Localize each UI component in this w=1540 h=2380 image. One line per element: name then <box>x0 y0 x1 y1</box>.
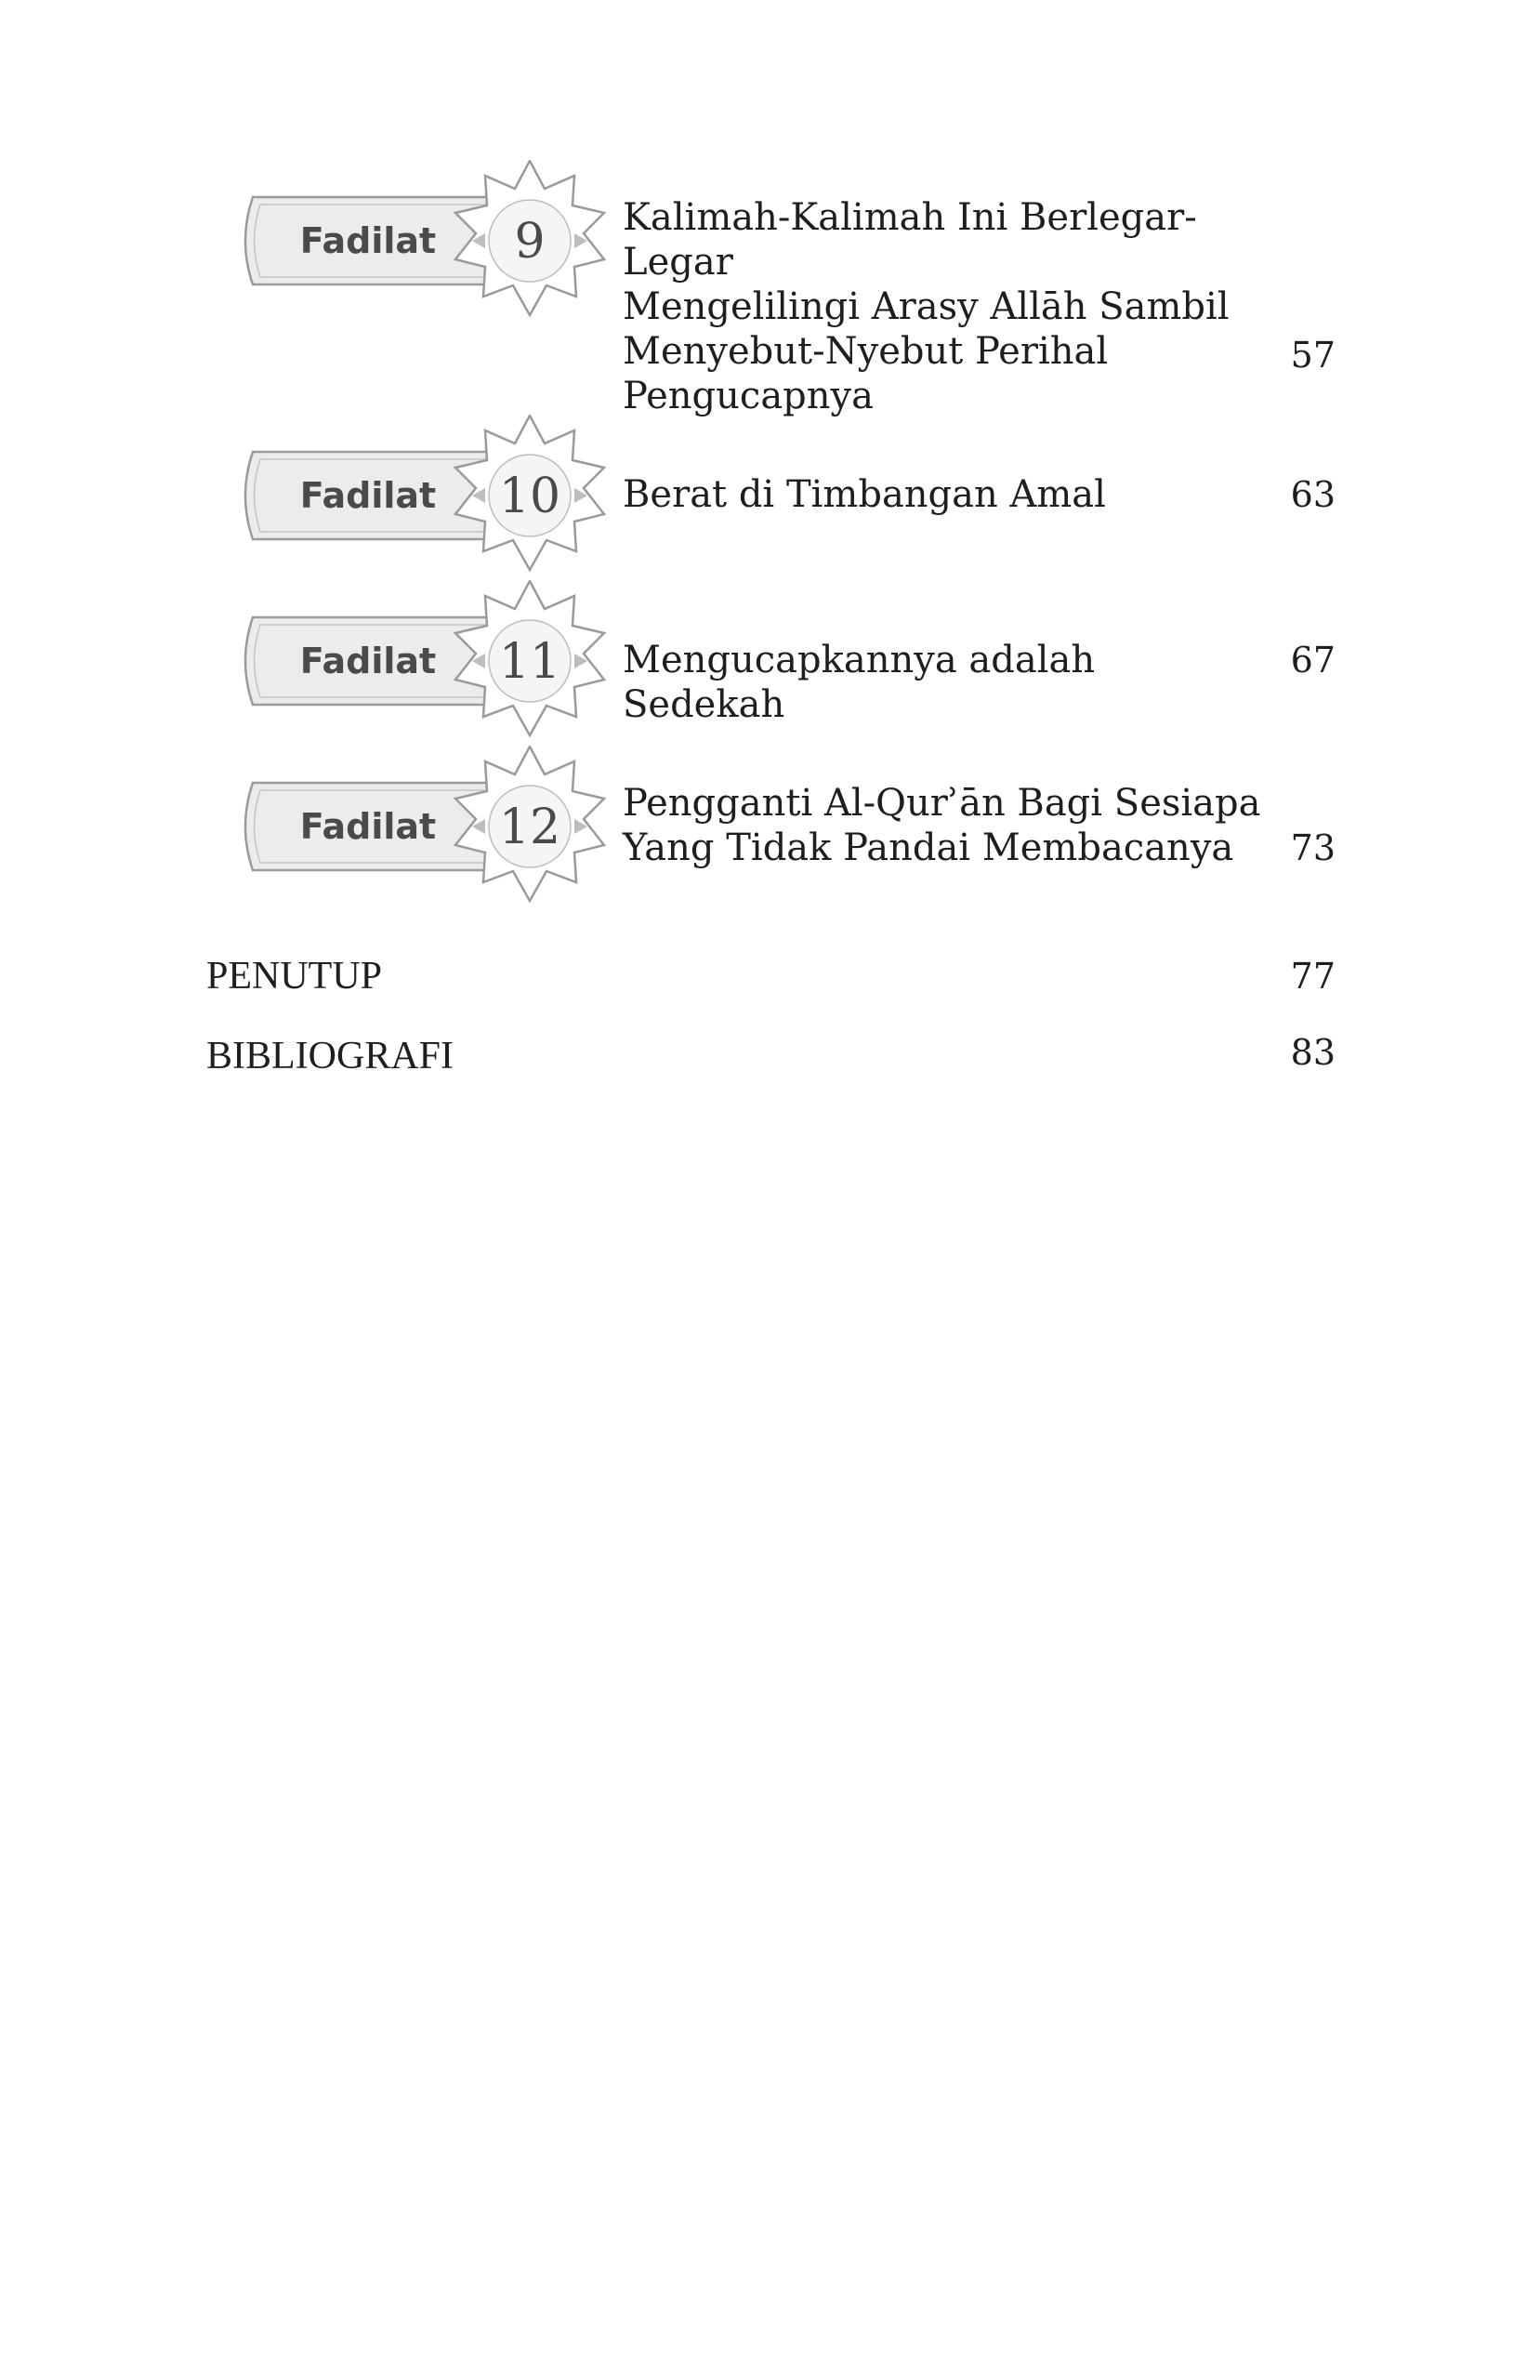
badge-number: 12 <box>498 800 561 855</box>
toc-entry-title: Mengucapkannya adalah Sedekah <box>623 639 1096 726</box>
toc-entry-title: Pengganti Al-Qurʾān Bagi Sesiapa Yang Tidak Pandai Membacanya <box>623 782 1261 869</box>
toc-section-bibliografi[interactable] <box>206 1030 1336 1086</box>
badge-number: 9 <box>514 214 546 270</box>
fadilat-badge-ornament-icon <box>230 415 612 582</box>
badge-number: 10 <box>498 469 561 524</box>
badge-label: Fadilat <box>299 806 437 847</box>
fadilat-badge <box>230 160 612 327</box>
badge-label: Fadilat <box>299 220 437 261</box>
badge-label: Fadilat <box>299 641 437 681</box>
toc-entry-page-number: 73 <box>1290 827 1336 868</box>
toc-section-penutup[interactable] <box>206 954 1336 1010</box>
fadilat-badge-ornament-icon <box>230 746 612 913</box>
fadilat-badge <box>230 746 612 913</box>
toc-entry-page-number: 67 <box>1290 640 1336 681</box>
badge-number: 11 <box>498 634 561 690</box>
toc-section-label: BIBLIOGRAFI <box>206 1035 454 1078</box>
toc-entry-fadilat-12[interactable] <box>0 746 1540 913</box>
toc-entry-title: Kalimah-Kalimah Ini Berlegar-Legar Mengelilingi Arasy Allāh Sambil Menyebut-Nyebut Perihal Pengucapnya <box>623 196 1230 417</box>
badge-label: Fadilat <box>299 475 437 516</box>
toc-entry-page-number: 57 <box>1290 335 1336 376</box>
toc-entry-fadilat-11[interactable] <box>0 580 1540 747</box>
fadilat-badge-ornament-icon <box>230 580 612 747</box>
fadilat-badge <box>230 415 612 582</box>
toc-entry-fadilat-10[interactable] <box>0 415 1540 582</box>
toc-section-label: PENUTUP <box>206 955 383 998</box>
fadilat-badge <box>230 580 612 747</box>
toc-entry-title: Berat di Timbangan Amal <box>623 473 1106 516</box>
toc-section-page-number: 83 <box>1290 1032 1336 1073</box>
toc-section-page-number: 77 <box>1290 956 1336 997</box>
toc-entry-fadilat-9[interactable] <box>0 158 1540 417</box>
fadilat-badge-ornament-icon <box>230 160 612 327</box>
toc-entry-page-number: 63 <box>1290 474 1336 515</box>
